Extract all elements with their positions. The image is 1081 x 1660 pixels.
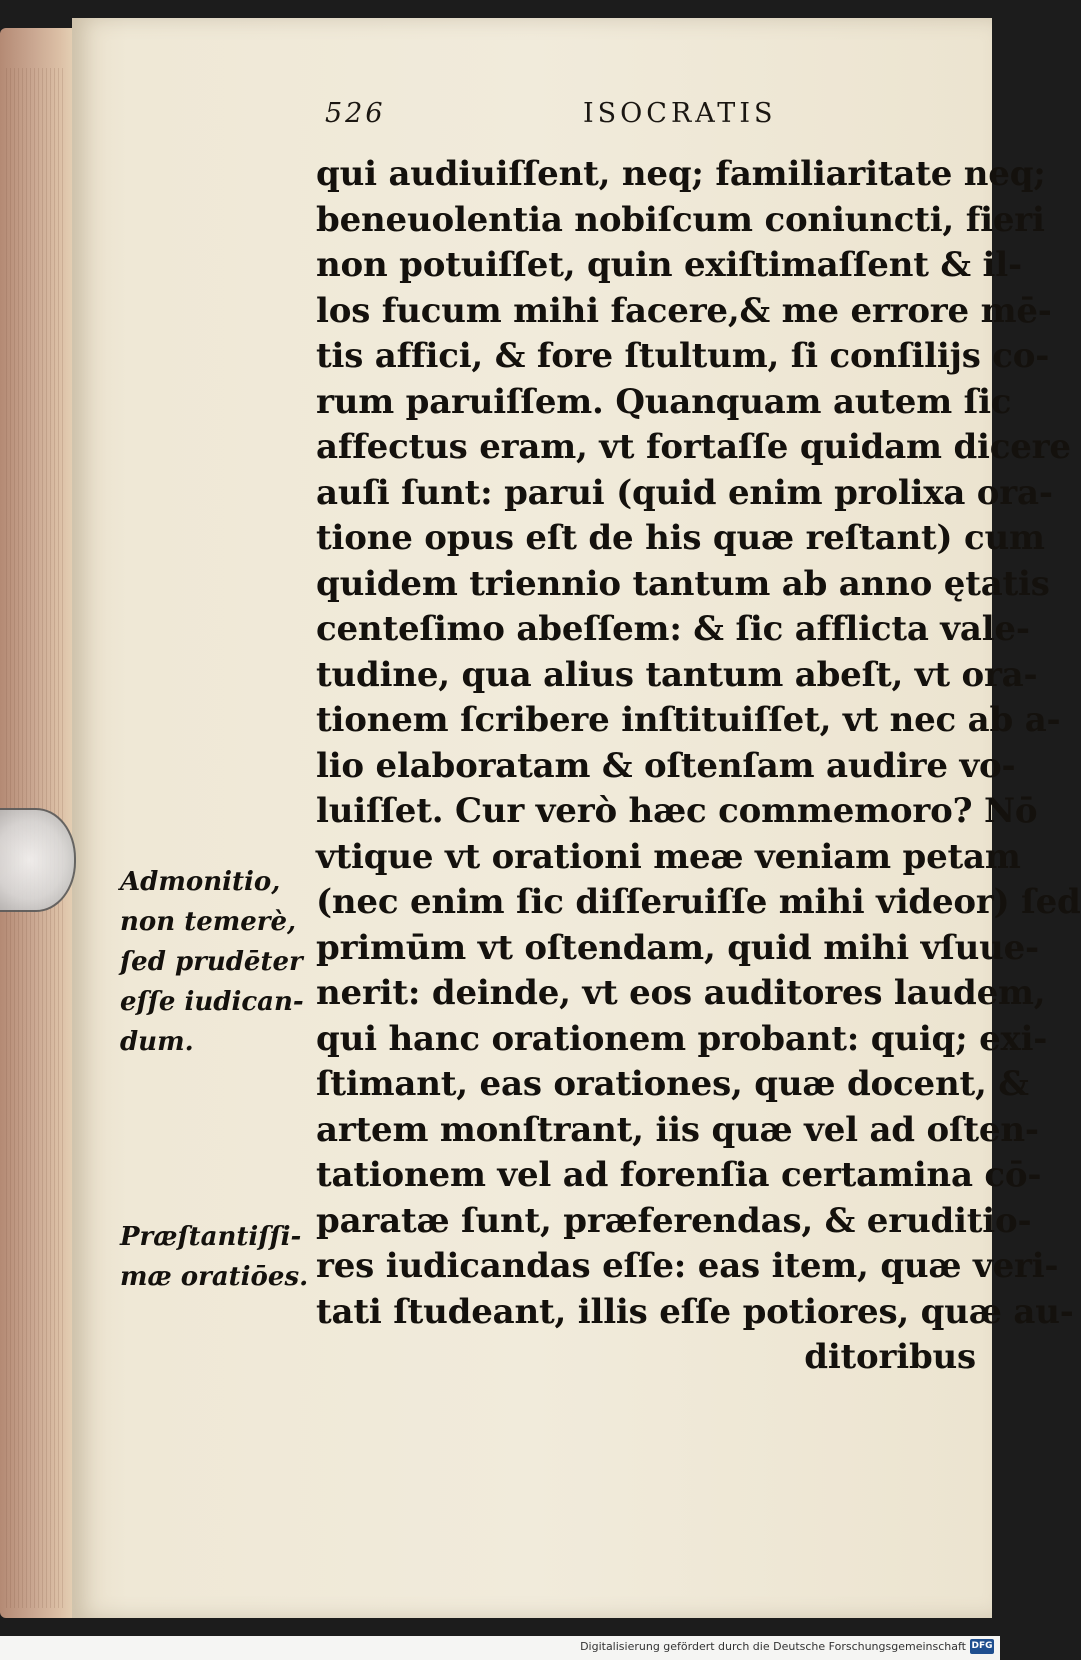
text-line: beneuolentia nobiſcum coniuncti, fieri (316, 199, 1045, 240)
text-line: paratæ ſunt, præferendas, & eruditio- (316, 1200, 1032, 1241)
marginal-line: Præſtantiſſi- (120, 1222, 302, 1252)
text-line: tis affici, & fore ſtultum, ſi conſilijs co- (316, 336, 1050, 376)
marginal-line: dum. (120, 1027, 194, 1057)
text-line: vtique vt orationi meæ veniam petam (316, 836, 1021, 877)
marginal-line: mæ oratiōes. (120, 1262, 309, 1292)
text-line: qui audiuiſſent, neq; familiaritate neq; (316, 154, 1046, 194)
text-line: (nec enim ſic diſſeruiſſe mihi videor) ſed (316, 882, 1081, 922)
text-line: tationem vel ad forenſia certamina cō- (316, 1155, 1042, 1195)
main-text-block (316, 152, 1081, 1381)
text-line: tudine, qua alius tantum abeſt, vt ora- (316, 654, 1038, 695)
marginal-line: eſſe iudican- (120, 987, 304, 1017)
text-line: qui hanc orationem probant: quiq; exi- (316, 1018, 1048, 1059)
marginal-line: ſed prudēter (120, 947, 303, 977)
text-line: res iudicandas eſſe: eas item, quæ veri- (316, 1246, 1059, 1286)
marginal-note-praestantissimae (120, 1217, 310, 1297)
text-line: tionem ſcribere inſtituiſſet, vt nec ab a- (316, 700, 1061, 740)
text-line: tati ſtudeant, illis eſſe potiores, quæ au- (316, 1291, 1074, 1332)
page-header (325, 98, 825, 138)
text-line: auſi ſunt: parui (quid enim prolixa ora- (316, 472, 1053, 513)
marginal-line: non temerè, (120, 907, 297, 937)
text-line: non potuiſſet, quin exiſtimaſſent & il- (316, 245, 1022, 285)
marginal-line: Admonitio, (120, 867, 281, 897)
catchword: ditoribus (804, 1337, 976, 1377)
dfg-logo-icon: DFG (970, 1639, 994, 1654)
text-line: affectus eram, vt fortaſſe quidam dicere (316, 427, 1071, 467)
running-head: ISOCRATIS (583, 98, 777, 129)
text-line: lio elaboratam & oſtenſam audire vo- (316, 745, 1016, 786)
page-number: 526 (325, 98, 386, 129)
text-line: primūm vt oſtendam, quid mihi vſuue- (316, 927, 1039, 968)
text-line: ſtimant, eas orationes, quæ docent, & (316, 1064, 1029, 1104)
marginal-note-admonitio (120, 862, 310, 1062)
text-line: artem monſtrant, iis quæ vel ad oſten- (316, 1109, 1039, 1150)
text-line: quidem triennio tantum ab anno ętatis (316, 563, 1050, 604)
text-line: centeſimo abeſſem: & ſic afflicta vale- (316, 609, 1030, 649)
text-line: rum paruiſſem. Quanquam autem ſic (316, 381, 1012, 422)
text-line: nerit: deinde, vt eos auditores laudem, (316, 973, 1046, 1013)
text-line: los fucum mihi facere,& me errore mē- (316, 290, 1052, 331)
text-line: tione opus eſt de his quæ reſtant) cum (316, 518, 1045, 558)
digitization-credit: Digitalisierung gefördert durch die Deutsche Forschungsgemeinschaft (580, 1640, 966, 1653)
text-line: luiſſet. Cur verò hæc commemoro? Nō (316, 791, 1038, 831)
page-clip (0, 808, 76, 912)
